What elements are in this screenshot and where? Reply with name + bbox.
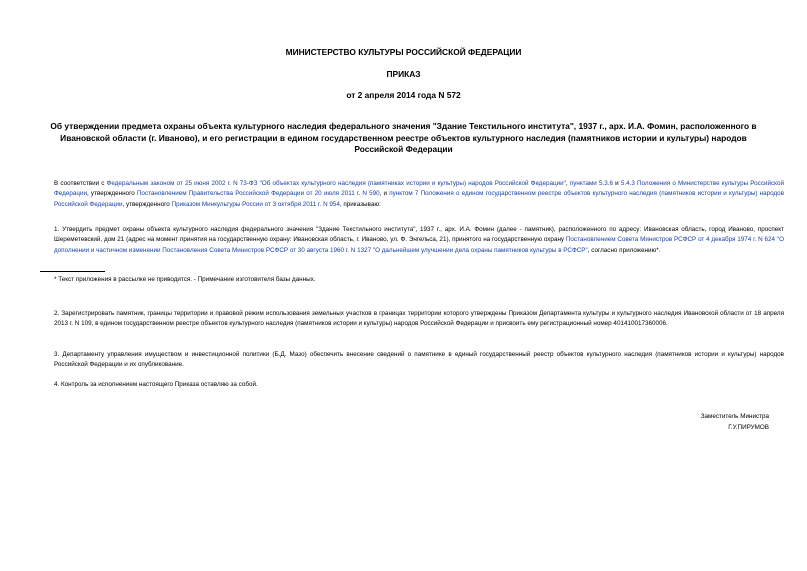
preamble-text: , приказываю:: [339, 200, 381, 208]
preamble-text: и: [613, 180, 621, 187]
clause-5-3-6-link[interactable]: пунктами 5.3.6: [569, 180, 613, 187]
document-title: Об утверждении предмета охраны объекта культурного наследия федерального значения "Здание Текстильного института", 1937 г., арх. И.А. Фомин, расположенного в Ивановской области (г. Иваново), и его регистрации в едином государственном реестре объектов культурного наследия (памятников истории и культуры) народов Российской Федерации: [50, 121, 757, 154]
preamble-text: , утвержденного: [122, 200, 172, 208]
date-number-heading: от 2 апреля 2014 года N 572: [346, 90, 461, 100]
preamble-text: , утвержденного: [86, 190, 137, 198]
ministry-regulation-link[interactable]: 5.4.3 Положения о Министерстве культуры Российской Федерации: [54, 180, 785, 198]
order-954-link[interactable]: Приказом Минкультуры России от 3 октября 2011 г. N 954: [171, 200, 340, 208]
soviet-resolution-link[interactable]: Постановлением Совета Министров РСФСР от 4 декабря 1974 г. N 624 "О дополнении и частичном изменении Постановления Совета Министров РСФСР от 30 августа 1960 г. N 1327 "О дальнейшем улучшении дела охраны памятников культуры в РСФСР": [54, 236, 784, 254]
signature-block: [701, 411, 769, 433]
item-1-text: 1. Утвердить предмет охраны объекта культурного наследия федерального значения "Здание Текстильного института", 1937 г., арх. И.А. Фомин (далее - памятник), расположенного по адресу: Ивановская область, город Иваново, проспект Шереметевский, дом 21 (адрес на момент принятия на государственную охрану: Ивановская область, г. Иваново, ул. Ф. Энгельса, 21), принятого на государственную охрану: [54, 226, 784, 244]
item-2-paragraph: 2. Зарегистрировать памятник, границы территории и правовой режим использования земельных участков в границах территории которого утверждены Приказом Департамента культуры и культурного наследия Ивановской области от 18 апреля 2013 г. N 109, в едином государственном реестре объектов культурного наследия (памятников истории и культуры) народов Российской Федерации и присвоить ему регистрационный номер 401410017360006.: [54, 310, 784, 328]
footnote-divider: [40, 271, 105, 272]
federal-law-link[interactable]: Федеральным законом от 25 июня 2002 г. N 73-ФЗ "Об объектах культурного наследия (памятниках истории и культуры) народов Российской Федерации": [106, 180, 566, 187]
preamble-paragraph: [40, 179, 784, 210]
preamble-text: , и: [379, 190, 390, 198]
doc-type-heading: ПРИКАЗ: [386, 69, 421, 79]
signer-position: Заместитель Министра: [700, 413, 769, 420]
item-1-paragraph: [40, 225, 784, 256]
item-1-text: , согласно приложению*.: [587, 246, 661, 254]
ministry-heading: МИНИСТЕРСТВО КУЛЬТУРЫ РОССИЙСКОЙ ФЕДЕРАЦИИ: [285, 47, 522, 57]
preamble-text: В соответствии с: [54, 180, 107, 187]
item-4-paragraph: 4. Контроль за исполнением настоящего Приказа оставляю за собой.: [54, 381, 258, 388]
signer-name: Г.У.ПИРУМОВ: [728, 424, 769, 431]
footnote: * Текст приложения в рассылке не приводится. - Примечание изготовителя базы данных.: [54, 276, 316, 283]
item-3-paragraph: 3. Департаменту управления имуществом и инвестиционной политики (Б.Д. Мазо) обеспечить внесение сведений о памятнике в единый государственный реестр объектов культурного наследия (памятников истории и культуры) народов Российской Федерации и их опубликование.: [54, 351, 784, 369]
government-resolution-link[interactable]: Постановлением Правительства Российской Федерации от 20 июля 2011 г. N 590: [136, 190, 380, 198]
preamble-text: ,: [565, 180, 570, 187]
registry-regulation-link[interactable]: пунктом 7 Положения о едином государственном реестре объектов культурного наследия (памятников истории и культуры) народов Российской Федерации: [54, 190, 784, 208]
